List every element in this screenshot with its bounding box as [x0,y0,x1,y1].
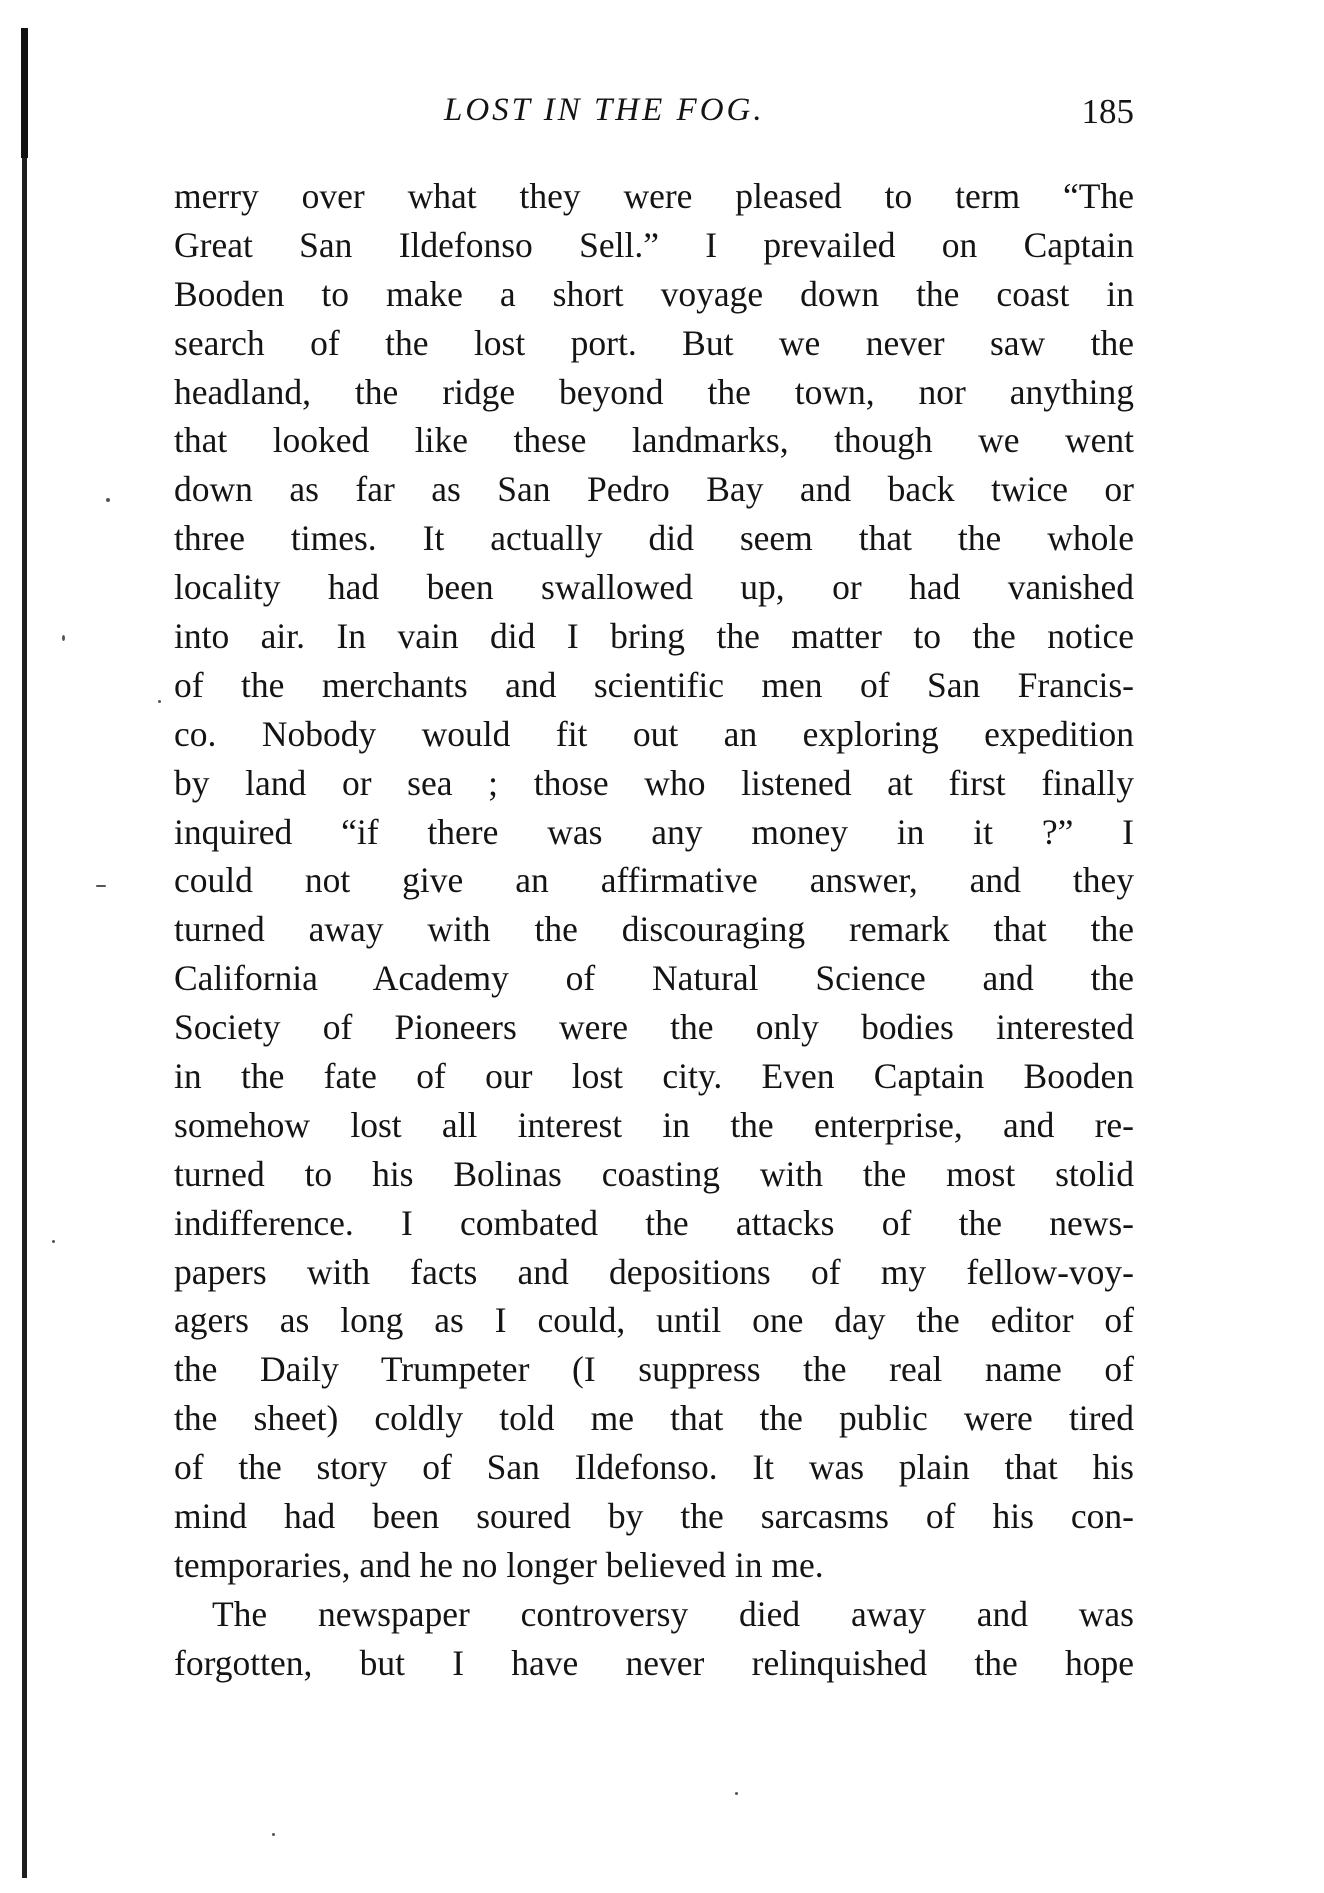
paragraph-end-line: temporaries, and he no longer believed in me. [174,1544,824,1585]
text-line: by land or sea ; those who listened at first finally [174,762,1134,803]
text-line: the Daily Trumpeter (I suppress the real name of [174,1349,1134,1390]
text-line: forgotten, but I have never relinquished the hope [174,1642,1134,1683]
ink-speck [106,498,110,502]
text-line: somehow lost all interest in the enterprise, and re- [174,1104,1134,1145]
running-title: LOST IN THE FOG. [444,92,765,128]
ink-speck [735,1792,738,1795]
text-line: Great San Ildefonso Sell.” I prevailed on Captain [174,224,1134,265]
body-text [174,172,1134,1688]
text-line: headland, the ridge beyond the town, nor anything [174,371,1134,412]
binding-edge-line [22,28,27,1878]
ink-speck [158,700,161,703]
text-line: Society of Pioneers were the only bodies interested [174,1007,1134,1048]
page-number: 185 [1081,92,1134,131]
text-line: agers as long as I could, until one day the editor of [174,1300,1134,1341]
text-line: turned away with the discouraging remark that the [174,909,1134,950]
text-line: three times. It actually did seem that the whole [174,518,1134,559]
ink-speck [62,635,65,641]
text-line: locality had been swallowed up, or had vanished [174,567,1134,608]
text-line: papers with facts and depositions of my fellow-voy- [174,1251,1134,1292]
ink-speck [96,885,106,887]
running-head [174,92,1134,136]
text-line: turned to his Bolinas coasting with the most stolid [174,1153,1134,1194]
text-line: in the fate of our lost city. Even Captain Booden [174,1056,1134,1097]
text-line: of the merchants and scientific men of San Francis- [174,664,1134,705]
text-line: California Academy of Natural Science and the [174,958,1134,999]
text-line: into air. In vain did I bring the matter to the notice [174,616,1134,657]
text-line: could not give an affirmative answer, and they [174,860,1134,901]
text-line: down as far as San Pedro Bay and back twice or [174,469,1134,510]
text-line: mind had been soured by the sarcasms of his con- [174,1496,1134,1537]
text-line: co. Nobody would fit out an exploring expedition [174,713,1134,754]
ink-speck [272,1833,275,1836]
text-line: the sheet) coldly told me that the public were tired [174,1398,1134,1439]
text-line: indifference. I combated the attacks of the news- [174,1202,1134,1243]
text-line: search of the lost port. But we never saw the [174,322,1134,363]
text-line: merry over what they were pleased to term “The [174,176,1134,216]
binding-edge-shadow [21,28,28,158]
paragraph-start-line: The newspaper controversy died away and was [212,1593,1134,1634]
ink-speck [52,1240,55,1243]
text-line: that looked like these landmarks, though we went [174,420,1134,461]
text-line: inquired “if there was any money in it ?” I [174,811,1134,852]
text-line: Booden to make a short voyage down the coast in [174,273,1134,314]
text-line: of the story of San Ildefonso. It was plain that his [174,1447,1134,1488]
